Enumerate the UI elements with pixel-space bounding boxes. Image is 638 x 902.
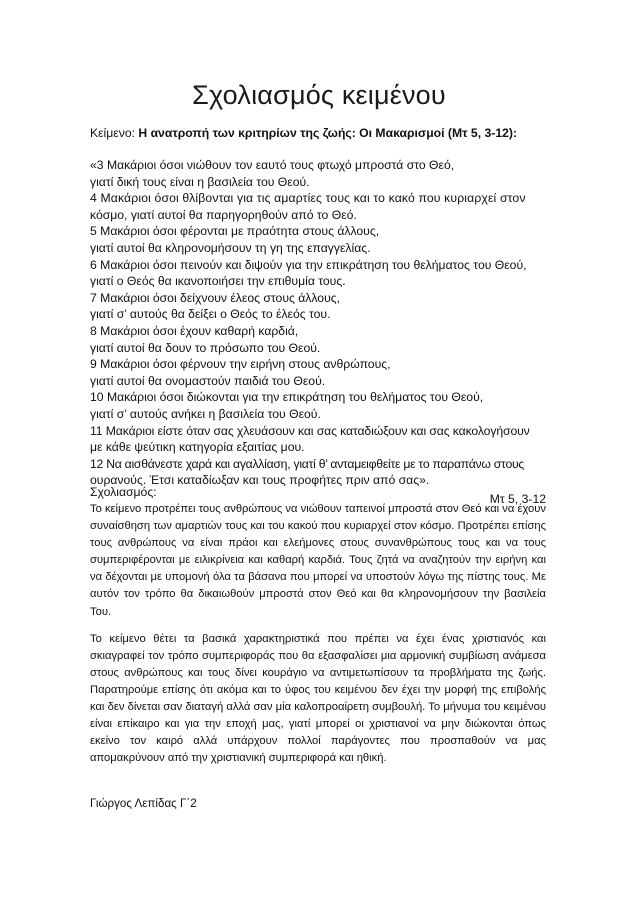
scripture-line: με κάθε ψεύτικη κατηγορία εξαιτίας μου. — [90, 440, 305, 455]
commentary-paragraph: Το κείμενο προτρέπει τους ανθρώπους να νιώθουν ταπεινοί μπροστά στον Θεό και να έχουν συναίσθηση των αμαρτιών τους και του κακού που κυριαρχεί στον κόσμο. Προτρέπει επίσης τους ανθρώπους να είναι πράοι και ελεήμονες στους συνανθρώπους τους και να τους συμπεριφέρονται με ειλικρίνεια και καθαρή καρδιά. Τους ζητά να αναζητούν την ειρήνη και να δέχονται με υπομονή όλα τα βάσανα που μπορεί να υποστούν λόγω της πίστης τους. Με αυτόν τον τρόπο θα δικαιωθούν μπροστά στον Θεό και θα κληρονομήσουν την βασιλεία Του. — [90, 503, 546, 618]
scripture-line: 4 Μακάριοι όσοι θλίβονται για τις αμαρτίες τους και το κακό που κυριαρχεί στον — [90, 191, 526, 206]
scripture-line: 8 Μακάριοι όσοι έχουν καθαρή καρδιά, — [90, 323, 299, 338]
scripture-line: γιατί σ’ αυτούς ανήκει η βασιλεία του Θεού. — [90, 406, 321, 421]
scripture-line: γιατί ο Θεός θα ικανοποιήσει την επιθυμία τους. — [90, 274, 346, 289]
subject-text: Η ανατροπή των κριτηρίων της ζωής: Οι Μακαρισμοί (Μτ 5, 3-12): — [138, 126, 517, 140]
scripture-line: 9 Μακάριοι όσοι φέρνουν την ειρήνη στους ανθρώπους, — [90, 357, 391, 372]
scripture-line: 11 Μακάριοι είστε όταν σας χλευάσουν και σας καταδιώξουν και σας κακολογήσουν — [90, 423, 530, 438]
scripture-line: γιατί αυτοί θα δουν το πρόσωπο του Θεού. — [90, 340, 321, 355]
commentary-paragraph: Το κείμενο θέτει τα βασικά χαρακτηριστικά που πρέπει να έχει ένας χριστιανός και σκιαγραφεί τον τρόπο συμπεριφοράς που θα εξασφαλίσει μια αρμονική συμβίωση ανάμεσα στους ανθρώπους και τους δίνει κουράγιο να αντιμετωπίσουν τα προβλήματα της ζωής. Παρατηρούμε επίσης ότι ακόμα και το ύφος του κειμένου δεν έχει την μορφή της επιβολής και δεν δίνεται σαν διαταγή αλλά σαν μία καλοπροαίρετη συμβουλή. Το μήνυμα του κειμένου είναι επίκαιρο και για την εποχή μας, γιατί μπορεί οι χριστιανοί να μην διώκονται όπως εκείνο τον καιρό αλλά υπάρχουν πολλοί παράγοντες που προσπαθούν να μας απομακρύνουν από την χριστιανική συμπεριφορά και ηθική. — [90, 632, 546, 765]
scripture-line: 6 Μακάριοι όσοι πεινούν και διψούν για την επικράτηση του θελήματος του Θεού, — [90, 257, 527, 272]
subject-label: Κείμενο: — [90, 126, 135, 140]
scripture-line: 10 Μακάριοι όσοι διώκονται για την επικράτηση του θελήματος του Θεού, — [90, 390, 484, 405]
scripture-line: «3 Μακάριοι όσοι νιώθουν τον εαυτό τους φτωχό μπροστά στο Θεό, — [90, 158, 455, 172]
author-signature: Γιώργος Λεπίδας Γ΄2 — [90, 797, 197, 810]
subject-line — [90, 125, 546, 142]
scripture-line: γιατί σ’ αυτούς θα δείξει ο Θεός το έλεός του. — [90, 307, 331, 322]
scripture-line: 12 Να αισθάνεστε χαρά και αγαλλίαση, γιατί θ’ ανταμειφθείτε με το παραπάνω στους — [90, 456, 525, 471]
scripture-line: κόσμο, γιατί αυτοί θα παρηγορηθούν από το Θεό. — [90, 207, 357, 222]
scripture-passage — [90, 157, 546, 507]
scripture-line: 5 Μακάριοι όσοι φέρονται με πραότητα στους άλλους, — [90, 224, 380, 239]
commentary-label: Σχολιασμός: — [90, 485, 157, 499]
scripture-line: γιατί δική τους είναι η βασιλεία του Θεού. — [90, 174, 310, 189]
page-title: Σχολιασμός κειμένου — [192, 80, 446, 110]
scripture-line: γιατί αυτοί θα κληρονομήσουν τη γη της επαγγελίας. — [90, 240, 371, 255]
commentary-body — [90, 501, 546, 777]
scripture-line: ουρανούς. Έτσι καταδίωξαν και τους προφήτες πριν από σας». — [90, 473, 430, 488]
scripture-reference: Μτ 5, 3-12 — [489, 491, 546, 506]
scripture-line: 7 Μακάριοι όσοι δείχνουν έλεος στους άλλους, — [90, 290, 340, 305]
scripture-line: γιατί αυτοί θα ονομαστούν παιδιά του Θεού. — [90, 373, 326, 388]
